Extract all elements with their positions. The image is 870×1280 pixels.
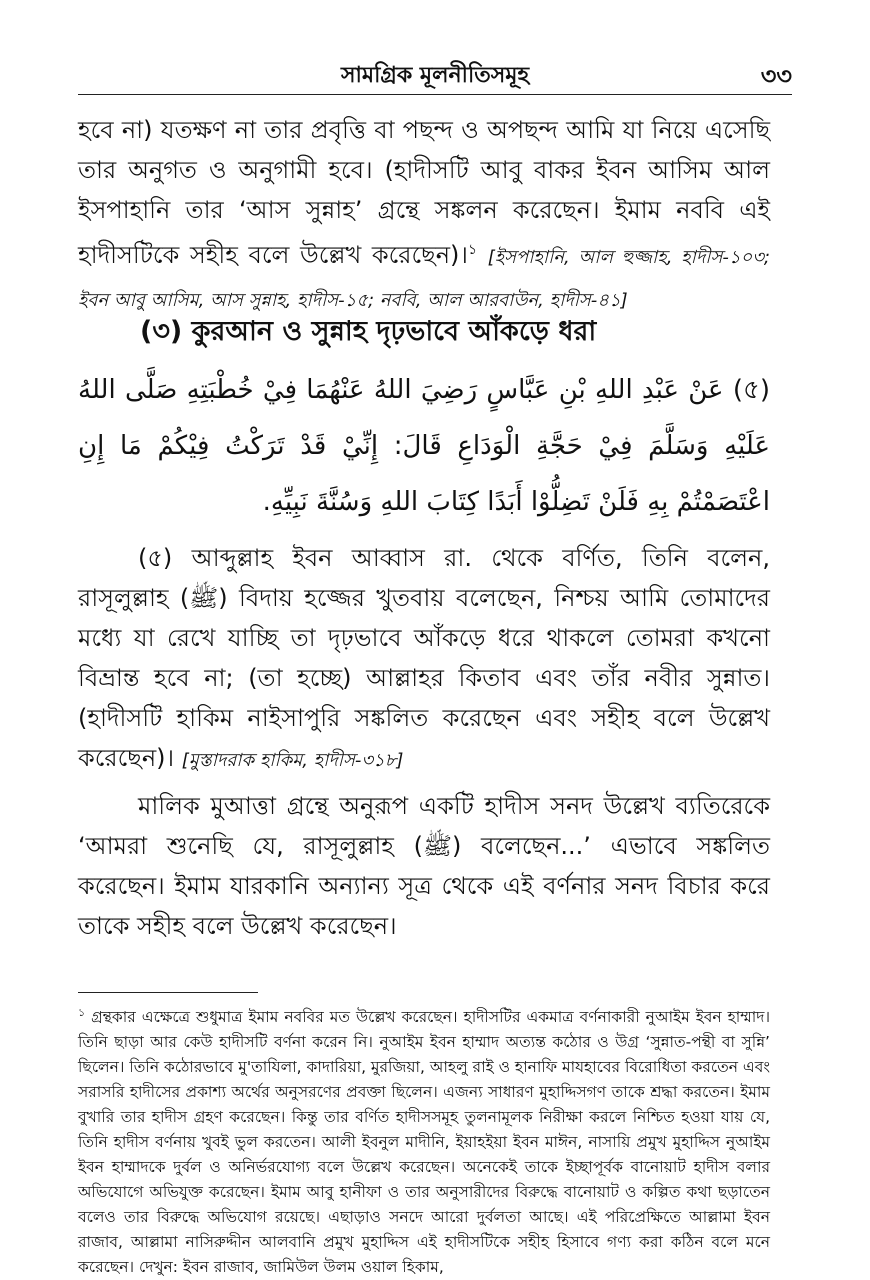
arabic-hadith-text: (৫) عَنْ عَبْدِ اللهِ بْنِ عَبَّاسٍ رَضِيَ اللهُ عَنْهُمَا فِيْ خُطْبَتِهِ صَلَّى اللهُ عَلَيْهِ وَسَلَّمَ فِيْ حَجَّةِ الْوَدَاعِ قَالَ: إِنِّيْ قَدْ تَرَكْتُ فِيْكُمْ مَا إِنِ اعْتَصَمْتُمْ بِهِ فَلَنْ تَضِلُّوْا أَبَدًا كِتَابَ اللهِ وَسُنَّةَ نَبِيِّهِ. xyxy=(78,375,770,517)
running-title: সামগ্রিক মূলনীতিসমূহ xyxy=(340,63,530,88)
reference-citation: [মুস্তাদরাক হাকিম, হাদীস-৩১৮] xyxy=(181,750,404,771)
section-heading: (৩) কুরআন ও সুন্নাহ দৃঢ়ভাবে আঁকড়ে ধরা xyxy=(140,316,597,347)
footnote-mark: ১ xyxy=(467,242,478,258)
footnote-rule xyxy=(78,992,258,993)
paragraph-3-text: মালিক মুআত্তা গ্রন্থে অনুরূপ একটি হাদীস সনদ উল্লেখ ব্যতিরেকে ‘আমরা শুনেছি যে, রাসূলুল্লাহ (ﷺ) বলেছেন...’ এভাবে সঙ্কলিত করেছেন। ইমাম যারকানি অন্যান্য সূত্র থেকে এই বর্ণনার সনদ বিচার করে তাকে সহীহ বলে উল্লেখ করেছেন। xyxy=(78,792,771,940)
footnote-number: ১ xyxy=(78,1006,86,1019)
header-rule xyxy=(78,94,792,95)
footnote xyxy=(78,1000,770,1280)
page-header xyxy=(78,58,792,94)
footnote-text: গ্রন্থকার এক্ষেত্রে শুধুমাত্র ইমাম নববির মত উল্লেখ করেছেন। হাদীসটির একমাত্র বর্ণনাকারী নুআইম ইবন হাম্মাদ। তিনি ছাড়া আর কেউ হাদীসটি বর্ণনা করেন নি। নুআইম ইবন হাম্মাদ অত্যন্ত কঠোর ও উগ্র ‘সুন্নাত-পন্থী বা সুন্নি’ ছিলেন। তিনি কঠোরভাবে মু'তাযিলা, কাদারিয়া, মুরজিয়া, আহলু রাই ও হানাফি মাযহাবের বিরোধিতা করতেন এবং সরাসরি হাদীসের প্রকাশ্য অর্থের অনুসরণের প্রবক্তা ছিলেন। এজন্য সাধারণ মুহাদ্দিসগণ তাকে শ্রদ্ধা করতেন। ইমাম বুখারি তার হাদীস গ্রহণ করেছেন। কিন্তু তার বর্ণিত হাদীসসমূহ তুলনামূলক নিরীক্ষা করলে নিশ্চিত হওয়া যায় যে, তিনি হাদীস বর্ণনায় খুবই ভুল করতেন। আলী ইবনুল মাদীনি, ইয়াহইয়া ইবন মাঈন, নাসায়ি প্রমুখ মুহাদ্দিস নুআইম ইবন হাম্মাদকে দুর্বল ও অনির্ভরযোগ্য বলে উল্লেখ করেছেন। অনেকেই তাকে ইচ্ছাপূর্বক বানোয়াট হাদীস বলার অভিযোগে অভিযুক্ত করেছেন। ইমাম আবু হানীফা ও তার অনুসারীদের বিরুদ্ধে বানোয়াট ও কল্পিত কথা ছড়াতেন বলেও তার বিরুদ্ধে অভিযোগ রয়েছে। এছাড়াও সনদে আরো দুর্বলতা আছে। এই পরিপ্রেক্ষিতে আল্লামা ইবন রাজাব, আল্লামা নাসিরুদ্দীন আলবানি প্রমুখ মুহাদ্দিস এই হাদীসটিকে সহীহ হিসাবে গণ্য করা কঠিন বলে মনে করেছেন। দেখুন: ইবন রাজাব, জামিউল উলম ওয়াল হিকাম, xyxy=(78,1008,770,1277)
reference-citation: [ইসপাহানি, আল হুজ্জাহ, হাদীস-১০৩; ইবন আবু আসিম, আস সুন্নাহ, হাদীস-১৫; নববি, আল আরবাউন, হাদীস-৪১] xyxy=(78,247,770,311)
page-number: ৩৩ xyxy=(760,62,792,90)
paragraph-2 xyxy=(78,538,770,781)
paragraph-3 xyxy=(78,786,770,946)
paragraph-1 xyxy=(78,110,770,321)
paragraph-2-text: (৫) আব্দুল্লাহ ইবন আব্বাস রা. থেকে বর্ণিত, তিনি বলেন, রাসূলুল্লাহ (ﷺ) বিদায় হজ্জের খুতবায় বলেছেন, নিশ্চয় আমি তোমাদের মধ্যে যা রেখে যাচ্ছি তা দৃঢ়ভাবে আঁকড়ে ধরে থাকলে তোমরা কখনো বিভ্রান্ত হবে না; (তা হচ্ছে) আল্লাহর কিতাব এবং তাঁর নবীর সুন্নাত। (হাদীসটি হাকিম নাইসাপুরি সঙ্কলিত করেছেন এবং সহীহ বলে উল্লেখ করেছেন)। xyxy=(78,544,770,772)
paragraph-1-text: হবে না) যতক্ষণ না তার প্রবৃত্তি বা পছন্দ ও অপছন্দ আমি যা নিয়ে এসেছি তার অনুগত ও অনুগামী হবে। (হাদীসটি আবু বাকর ইবন আসিম আল ইসপাহানি তার ‘আস সুন্নাহ’ গ্রন্থে সঙ্কলন করেছেন। ইমাম নববি এই হাদীসটিকে সহীহ বলে উল্লেখ করেছেন)। xyxy=(78,116,770,269)
